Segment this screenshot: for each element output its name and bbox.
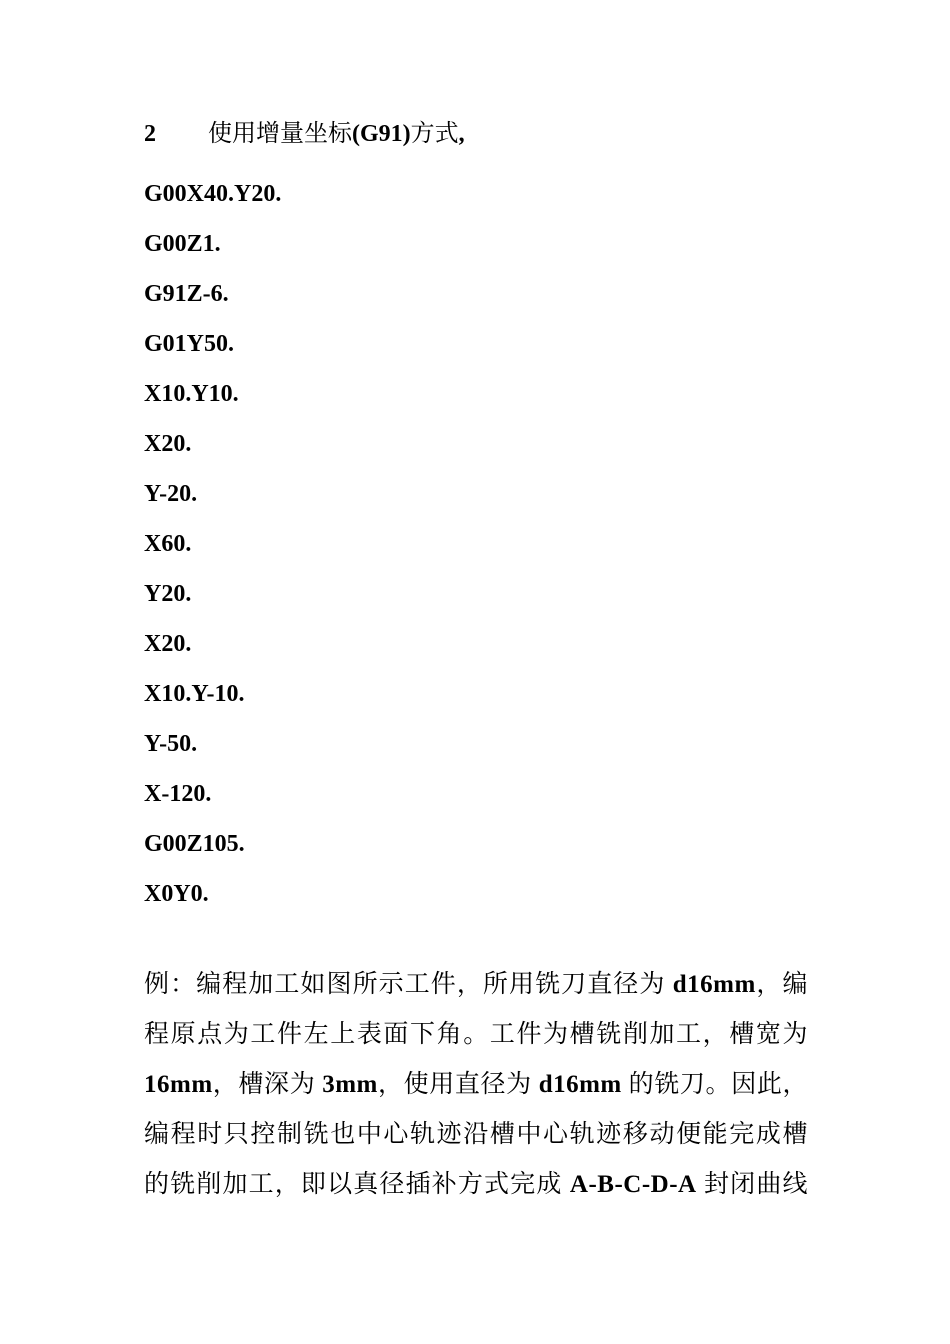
heading-code: (G91) [352, 121, 411, 147]
heading-text-after: 方式 [410, 121, 459, 147]
code-line: X-120. [144, 781, 212, 807]
paragraph-text: ，编 [755, 971, 808, 998]
paragraph-text: ，使用直径为 [377, 1071, 539, 1098]
paragraph-line [144, 1160, 808, 1210]
paragraph-text: 例：编程加工如图所示工件，所用铣刀直径为 [144, 971, 673, 998]
code-line: G00Z1. [144, 231, 221, 257]
code-line: X20. [144, 431, 192, 457]
code-line: X10.Y10. [144, 381, 239, 407]
paragraph-text: 的铣刀。因此， [621, 1071, 808, 1098]
code-line: G01Y50. [144, 331, 234, 357]
code-line: Y20. [144, 581, 192, 607]
section-number: 2 [144, 121, 156, 147]
paragraph-line: 程原点为工件左上表面下角。工件为槽铣削加工，槽宽为 [144, 1021, 808, 1048]
heading-text-before: 使用增量坐标 [208, 121, 352, 147]
contour-path: A-B-C-D-A [569, 1171, 697, 1198]
paragraph-text: 封闭曲线 [696, 1171, 808, 1198]
code-line: X60. [144, 531, 192, 557]
nc-code-listing [144, 169, 281, 919]
code-line: Y-50. [144, 731, 198, 757]
section-heading [144, 118, 465, 150]
tool-diameter: d16mm [538, 1071, 622, 1098]
code-line: G00X40.Y20. [144, 181, 282, 207]
code-line: G91Z-6. [144, 281, 229, 307]
code-line: Y-20. [144, 481, 198, 507]
paragraph-line [144, 1060, 808, 1110]
code-line: X0Y0. [144, 881, 209, 907]
slot-width: 16mm [144, 1071, 213, 1098]
code-line: X10.Y-10. [144, 681, 245, 707]
slot-depth: 3mm [322, 1071, 378, 1098]
paragraph-text: 的铣削加工，即以真径插补方式完成 [144, 1171, 570, 1198]
heading-punct: , [458, 121, 465, 147]
code-line: X20. [144, 631, 192, 657]
paragraph-text: ，槽深为 [212, 1071, 323, 1098]
tool-diameter: d16mm [672, 971, 756, 998]
code-line: G00Z105. [144, 831, 245, 857]
paragraph-line: 编程时只控制铣也中心轨迹沿槽中心轨迹移动便能完成槽 [144, 1121, 808, 1148]
example-paragraph [144, 960, 808, 1210]
paragraph-line [144, 960, 808, 1010]
